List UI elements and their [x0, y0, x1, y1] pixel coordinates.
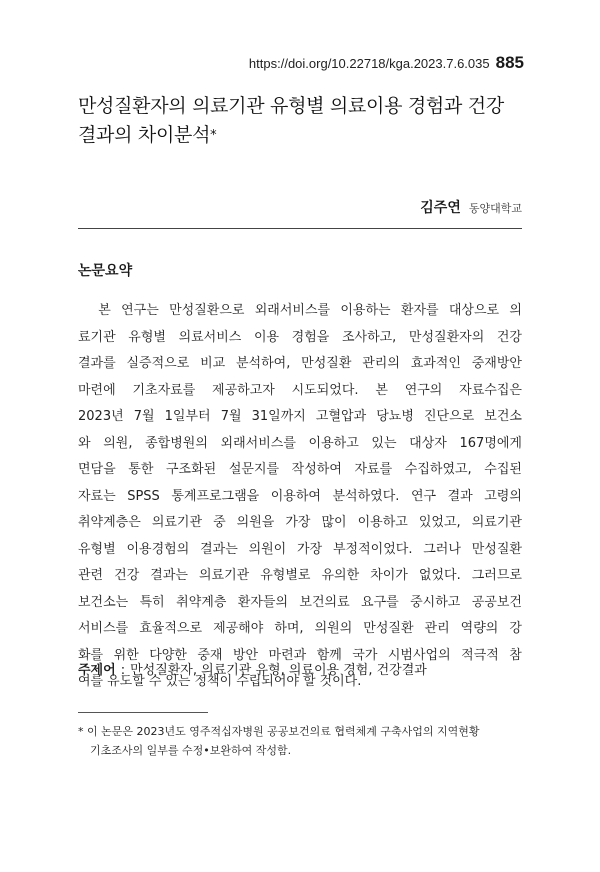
abstract-word: 함께: [316, 647, 342, 663]
abstract-word: 기초자료를: [132, 382, 196, 398]
abstract-word: 역량의: [460, 621, 499, 636]
abstract-word: 결과는: [200, 541, 238, 557]
abstract-word: 의원을: [236, 515, 275, 530]
title-line-2: [78, 121, 528, 150]
abstract-word: 시도되었다.: [291, 382, 359, 398]
abstract-word: 연구: [410, 488, 437, 504]
abstract-word: 자료는: [78, 488, 116, 504]
abstract-word: 실증적으로: [126, 356, 190, 371]
abstract-word: 대상자: [409, 435, 447, 451]
abstract-word: 요구를: [361, 594, 399, 610]
abstract-word: 종합병원의: [145, 435, 208, 451]
abstract-word: 만성질환자의: [408, 329, 485, 345]
abstract-word: 방안: [232, 647, 259, 663]
abstract-word: 분석하여,: [236, 356, 291, 371]
abstract-word: 만성질환으로: [169, 303, 245, 318]
abstract-body: [78, 298, 522, 696]
abstract-word: 효과적인: [410, 356, 461, 371]
abstract-word: 위한: [113, 647, 139, 663]
abstract-word: 의원이: [248, 541, 287, 557]
abstract-word: 이용: [253, 329, 280, 345]
page-header: [249, 53, 524, 73]
abstract-word: 제공해야: [213, 621, 264, 636]
abstract-word: 진단으로: [423, 409, 475, 424]
abstract-word: 제공하고자: [212, 382, 275, 398]
keywords-separator: :: [120, 663, 126, 678]
abstract-word: 여를: [78, 674, 104, 689]
abstract-word: 31일까지: [251, 409, 306, 424]
doi-link[interactable]: https://doi.org/10.22718/kga.2023.7.6.035: [248, 56, 490, 71]
abstract-word: 외래서비스를: [220, 435, 296, 451]
abstract-word: 참: [509, 647, 522, 663]
abstract-word: 효율적으로: [139, 621, 203, 636]
abstract-word: 외래서비스를: [254, 303, 331, 318]
abstract-word: 중: [213, 515, 226, 530]
abstract-word: 화를: [78, 647, 104, 663]
abstract-word: 조사하고,: [341, 329, 397, 345]
abstract-word: 특히: [139, 594, 165, 610]
abstract-word: 그러므로: [471, 568, 522, 583]
abstract-word: 가장: [297, 541, 323, 557]
abstract-word: 의료기관: [151, 515, 203, 530]
abstract-word: 이용하고: [308, 435, 359, 451]
abstract-line: [78, 404, 522, 431]
abstract-word: 건강: [114, 568, 140, 583]
abstract-word: 있는: [165, 674, 191, 689]
author-name: 김주연: [420, 200, 461, 216]
abstract-word: 만성질환: [363, 621, 414, 636]
abstract-word: 보건의료: [299, 594, 350, 610]
abstract-word: 수집된: [484, 462, 522, 477]
paper-title: [78, 92, 528, 150]
header-divider: [78, 228, 522, 229]
footnote: [78, 722, 480, 760]
abstract-word: 자료수집은: [459, 382, 522, 398]
abstract-word: 의료기관: [198, 568, 250, 583]
abstract-word: 본: [375, 382, 388, 398]
keywords-label: 주제어: [78, 663, 116, 678]
abstract-word: 하며,: [274, 621, 304, 636]
abstract-word: 의료서비스: [178, 329, 242, 345]
abstract-word: 비교: [200, 356, 226, 371]
title-line-2-text: 결과의 차이분석: [78, 124, 211, 146]
abstract-word: 수집하였고,: [404, 462, 472, 477]
abstract-word: 관리: [424, 621, 450, 636]
abstract-word: 수립되어야: [236, 674, 299, 689]
abstract-word: 관련: [78, 568, 104, 583]
abstract-word: 7월: [133, 409, 155, 424]
abstract-word: 설문지를: [228, 462, 280, 477]
abstract-word: 만성질환: [471, 541, 522, 557]
abstract-word: 1일부터: [164, 409, 211, 424]
keywords: [78, 659, 427, 678]
abstract-word: SPSS: [127, 488, 160, 504]
abstract-word: 강: [509, 621, 522, 636]
abstract-word: 환자들의: [237, 594, 288, 610]
abstract-word: 작성하여: [291, 462, 342, 477]
author-block: [420, 197, 522, 217]
abstract-word: 가장: [285, 515, 311, 530]
abstract-word: 이용하여: [270, 488, 321, 504]
abstract-word: 중재: [197, 647, 223, 663]
abstract-word: 결과는: [150, 568, 188, 583]
abstract-word: 료기관: [78, 329, 116, 345]
abstract-word: 167명에게: [459, 435, 522, 451]
abstract-word: 구조화된: [166, 462, 217, 477]
abstract-word: 중재방안: [471, 356, 522, 371]
abstract-word: 경험을: [291, 329, 330, 345]
abstract-word: 통한: [128, 462, 154, 477]
abstract-word: 서비스를: [78, 621, 129, 636]
abstract-word: 부정적이었다.: [332, 541, 413, 557]
abstract-word: 이용하고: [357, 515, 408, 530]
abstract-line: [78, 616, 522, 643]
abstract-line: [78, 351, 522, 378]
abstract-word: 유형별: [78, 541, 116, 557]
abstract-word: 이용하는: [340, 303, 391, 318]
abstract-word: 유의한: [321, 568, 360, 583]
abstract-word: 7월: [220, 409, 242, 424]
abstract-indent: [78, 298, 88, 325]
abstract-word: 수: [148, 674, 162, 689]
abstract-word: 의료기관: [471, 515, 522, 530]
keywords-text: 만성질환자, 의료기관 유형, 의료이용 경험, 건강결과: [130, 663, 427, 678]
abstract-word: 차이가: [370, 568, 408, 583]
abstract-word: 2023년: [78, 409, 124, 424]
abstract-word: 의원,: [103, 435, 133, 451]
abstract-line: [78, 325, 522, 352]
abstract-word: 취약계층: [176, 594, 227, 610]
footnote-divider: [78, 712, 208, 713]
abstract-word: 당뇨병: [376, 409, 414, 424]
abstract-word: 이용경험의: [126, 541, 190, 557]
abstract-word: 그러나: [423, 541, 461, 557]
abstract-word: 보건소: [484, 409, 522, 424]
abstract-word: 유형별로: [260, 568, 311, 583]
abstract-word: 자료를: [354, 462, 393, 477]
abstract-word: 보건소는: [78, 594, 129, 610]
abstract-word: 있었고,: [418, 515, 461, 530]
abstract-word: 분석하였다.: [332, 488, 400, 504]
abstract-word: 없었다.: [418, 568, 461, 583]
title-line-1: 만성질환자의 의료기관 유형별 의료이용 경험과 건강: [78, 95, 504, 117]
abstract-word: 본: [98, 303, 111, 318]
abstract-line: [78, 590, 522, 617]
abstract-word: 적극적: [461, 647, 499, 663]
abstract-line: [78, 457, 522, 484]
abstract-word: 환자를: [400, 303, 439, 318]
abstract-word: 만성질환: [301, 356, 352, 371]
abstract-line: [78, 537, 522, 564]
footnote-line-1: [78, 722, 480, 741]
abstract-word: 연구는: [121, 303, 159, 318]
abstract-word: 건강: [496, 329, 522, 345]
abstract-word: 의원의: [314, 621, 353, 636]
abstract-word: 공공보건: [471, 594, 522, 610]
footnote-line-2: 기초조사의 일부를 수정•보완하여 작성함.: [90, 744, 292, 757]
abstract-word: 것이다.: [319, 674, 362, 689]
abstract-word: 많이: [321, 515, 347, 530]
abstract-word: 시범사업의: [387, 647, 451, 663]
page-number: 885: [495, 53, 524, 72]
abstract-line: [78, 484, 522, 511]
abstract-word: 다양한: [149, 647, 187, 663]
abstract-word: 있는: [371, 435, 397, 451]
abstract-line: [78, 563, 522, 590]
abstract-word: 면담을: [78, 462, 116, 477]
abstract-line: [78, 431, 522, 458]
abstract-line: [78, 378, 522, 405]
abstract-word: 마련에: [78, 382, 116, 398]
abstract-word: 중시하고: [410, 594, 461, 610]
abstract-word: 의: [509, 303, 522, 318]
abstract-word: 마련과: [268, 647, 307, 663]
abstract-word: 결과: [447, 488, 473, 504]
abstract-line: [78, 510, 522, 537]
author-affiliation: 동양대학교: [468, 202, 522, 215]
title-footnote-marker: *: [210, 128, 217, 143]
abstract-word: 결과를: [78, 356, 116, 371]
abstract-word: 고혈압과: [315, 409, 367, 424]
abstract-word: 유도할: [107, 674, 145, 689]
abstract-word: 고령의: [484, 488, 522, 504]
abstract-word: 정책이: [194, 674, 233, 689]
abstract-line: [78, 298, 522, 325]
abstract-word: 할: [302, 674, 316, 689]
abstract-word: 대상으로: [448, 303, 500, 318]
abstract-heading: 논문요약: [78, 263, 133, 279]
abstract-word: 국가: [352, 647, 378, 663]
abstract-word: 취약계층은: [78, 515, 141, 530]
abstract-word: 와: [78, 435, 91, 451]
footnote-marker: *: [78, 725, 84, 738]
abstract-word: 통계프로그램을: [171, 488, 260, 504]
abstract-word: 연구의: [404, 382, 443, 398]
abstract-word: 유형별: [128, 329, 166, 345]
footnote-text-1: 이 논문은 2023년도 영주적십자병원 공공보건의료 협력체계 구축사업의 지역현황: [87, 725, 480, 738]
abstract-word: 관리의: [362, 356, 400, 371]
